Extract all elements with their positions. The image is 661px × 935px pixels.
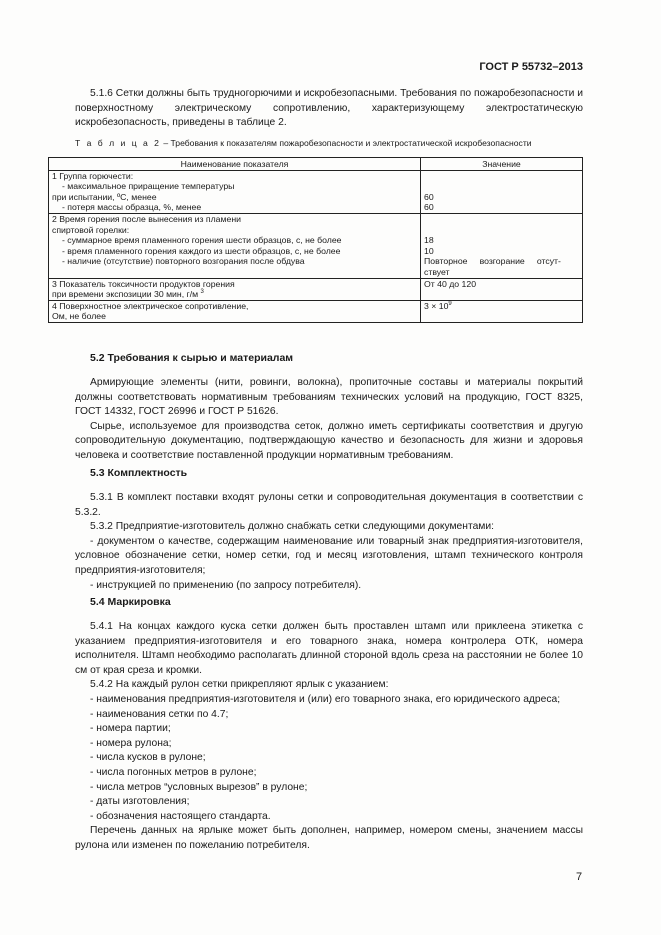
table-row <box>49 170 583 213</box>
table-caption-number: Т а б л и ц а 2 <box>75 138 161 148</box>
table-row <box>49 213 583 278</box>
table-caption <box>75 138 532 148</box>
list-item: - числа погонных метров в рулоне; <box>90 766 257 778</box>
page-number: 7 <box>576 871 583 883</box>
table-cell-name: 1 Группа горючести: - максимальное приращение температуры при испытании, ºС, менее - потеря массы образца, %, менее <box>49 170 421 213</box>
list-item: - наименования предприятия-изготовителя и (или) его товарного знака, его юридического адреса; <box>90 693 561 705</box>
table-header-row <box>49 158 583 171</box>
section-title-5-4: 5.4 Маркировка <box>90 596 171 608</box>
column-header-name: Наименование показателя <box>49 158 421 171</box>
table-row <box>49 278 583 300</box>
list-item: - номера партии; <box>90 723 171 735</box>
section-5-4-body: 5.4.1 На концах каждого куска сетки должен быть проставлен штамп или приклеена этикетка с указанием предприятия-изготовителя и его товарного знака, номера контролера ОТК, номера исполнителя. Штамп необходимо располагать длинной стороной вдоль среза на расстоянии не более 10 см от края среза и кромки. 5.4.2 На каждый рулон сетки прикрепляют ярлык с указанием: - наименования предприятия-изготовителя и (или) его товарного знака, его юридического адреса; - наименования сетки по 4.7; - номера партии; - номера рулона; - числа кусков в рулоне; - числа погонных метров в рулоне; - числа метров “условных вырезов” в рулоне; - даты изготовления; - обозначения настоящего стандарта. Перечень данных на ярлыке может быть дополнен, например, номером смены, значением массы рулона или изменен по пожеланию потребителя. <box>75 621 583 851</box>
list-item: - даты изготовления; <box>90 796 190 808</box>
table-cell-name: 3 Показатель токсичности продуктов горения при времени экспозиции 30 мин, г/м $^3$ <box>49 278 421 300</box>
list-item: - наименования сетки по 4.7; <box>90 708 229 720</box>
table-cell-name: 4 Поверхностное электрическое сопротивление, Ом, не более <box>49 300 421 322</box>
list-item: - числа кусков в рулоне; <box>90 752 206 764</box>
requirements-table <box>48 157 583 323</box>
list-item: - обозначения настоящего стандарта. <box>90 810 271 822</box>
table-cell-value: 18 10 Повторное возгорание отсут- ствует <box>421 213 583 278</box>
table-cell-value: $3 \times 10^9$ <box>421 300 583 322</box>
table-cell-name: 2 Время горения после вынесения из пламени спиртовой горелки: - суммарное время пламенного горения шести образцов, с, не более - время пламенного горения каждого из шести образцов, с, не более - наличие (отсутствие) повторного возгорания после обдува <box>49 213 421 278</box>
table-row <box>49 300 583 322</box>
section-5-2-body: Армирующие элементы (нити, ровинги, волокна), пропиточные составы и материалы покрытий должны соответствовать нормативным требованиям технических условий на продукцию, ГОСТ 8325, ГОСТ 14332, ГОСТ 26996 и ГОСТ Р 51626. Сырье, используемое для производства сеток, должно иметь сертификаты соответствия и другую сопроводительную документацию, подтверждающую качество и безопасность для жизни и здоровья человека и соответствие поставленной продукции нормативным требованиям. <box>75 377 583 461</box>
table-caption-text: – Требования к показателям пожаробезопасности и электростатической искробезопасности <box>160 138 532 148</box>
column-header-value: Значение <box>421 158 583 171</box>
list-item: - числа метров “условных вырезов” в рулоне; <box>90 781 308 793</box>
list-item: - номера рулона; <box>90 737 172 749</box>
table-cell-value: 60 60 <box>421 170 583 213</box>
paragraph-5-1-6: 5.1.6 Сетки должны быть трудногорючими и искробезопасными. Требования по пожаробезопасности и поверхностному электрическому сопротивлению, характеризующему электростатическую искробезопасность, приведены в таблице 2. <box>75 88 583 129</box>
document-header: ГОСТ Р 55732–2013 <box>479 61 583 73</box>
table-cell-value: От 40 до 120 <box>421 278 583 300</box>
section-title-5-2: 5.2 Требования к сырью и материалам <box>90 352 294 364</box>
section-title-5-3: 5.3 Комплектность <box>90 467 188 479</box>
section-5-3-body: 5.3.1 В комплект поставки входят рулоны сетки и сопроводительная документация в соответствии с 5.3.2. 5.3.2 Предприятие-изготовитель должно снабжать сетки следующими документами: - документом о качестве, содержащим наименование или товарный знак предприятия-изготовителя, условное обозначение сетки, номер сетки, год и месяц изготовления, штамп технического контроля предприятия-изготовителя; - инструкцией по применению (по запросу потребителя). <box>75 492 583 591</box>
